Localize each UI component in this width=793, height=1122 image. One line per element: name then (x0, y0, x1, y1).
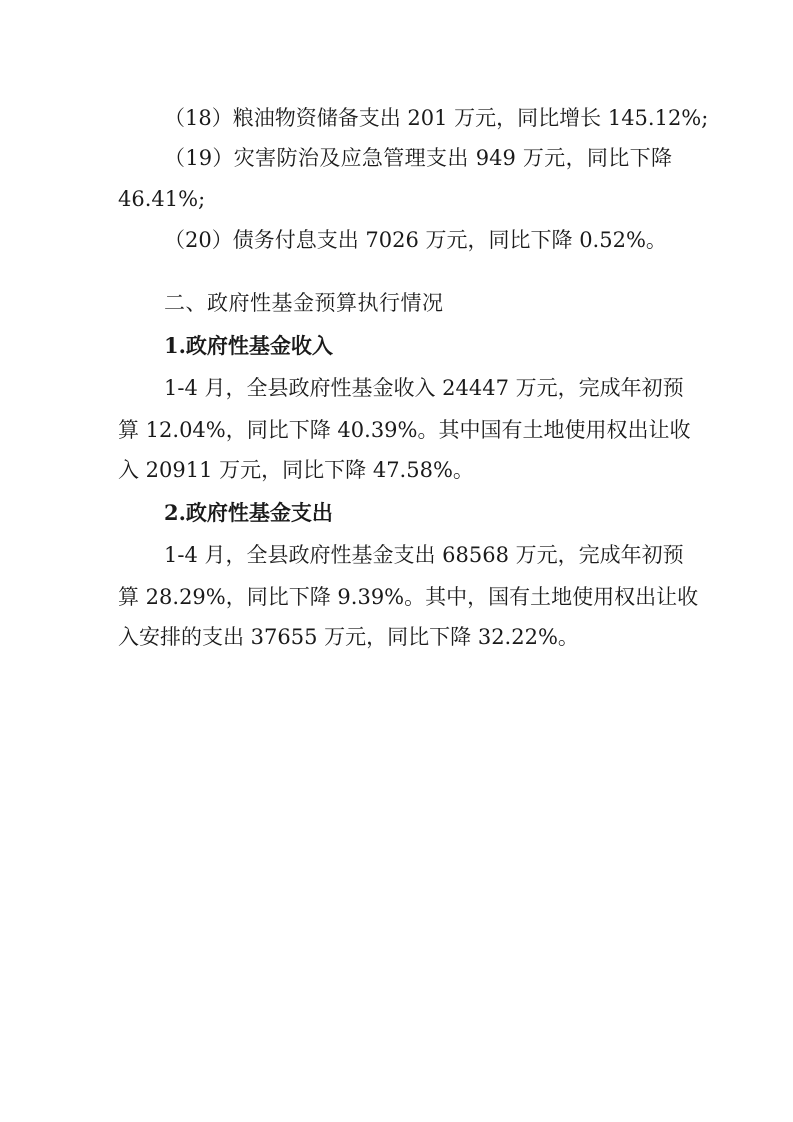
revenue-paragraph-line-1: 1-4 月，全县政府性基金收入 24447 万元，完成年初预 (164, 376, 684, 400)
revenue-paragraph-line-3: 入 20911 万元，同比下降 47.58%。 (118, 458, 474, 482)
subsection-heading-expenditure: 2.政府性基金支出 (164, 500, 333, 525)
list-item-20: （20）债务付息支出 7026 万元，同比下降 0.52%。 (164, 228, 667, 252)
subsection-heading-revenue: 1.政府性基金收入 (164, 333, 333, 358)
list-item-19-line-2: 46.41%; (118, 187, 206, 211)
expenditure-paragraph-line-2: 算 28.29%，同比下降 9.39%。其中，国有土地使用权出让收 (118, 585, 699, 609)
list-item-18: （18）粮油物资储备支出 201 万元，同比增长 145.12%; (164, 106, 709, 130)
section-heading: 二、政府性基金预算执行情况 (164, 291, 444, 315)
expenditure-paragraph-line-1: 1-4 月，全县政府性基金支出 68568 万元，完成年初预 (164, 543, 684, 567)
revenue-paragraph-line-2: 算 12.04%，同比下降 40.39%。其中国有土地使用权出让收 (118, 418, 691, 442)
expenditure-paragraph-line-3: 入安排的支出 37655 万元，同比下降 32.22%。 (118, 625, 579, 649)
list-item-19-line-1: （19）灾害防治及应急管理支出 949 万元，同比下降 (164, 146, 672, 170)
